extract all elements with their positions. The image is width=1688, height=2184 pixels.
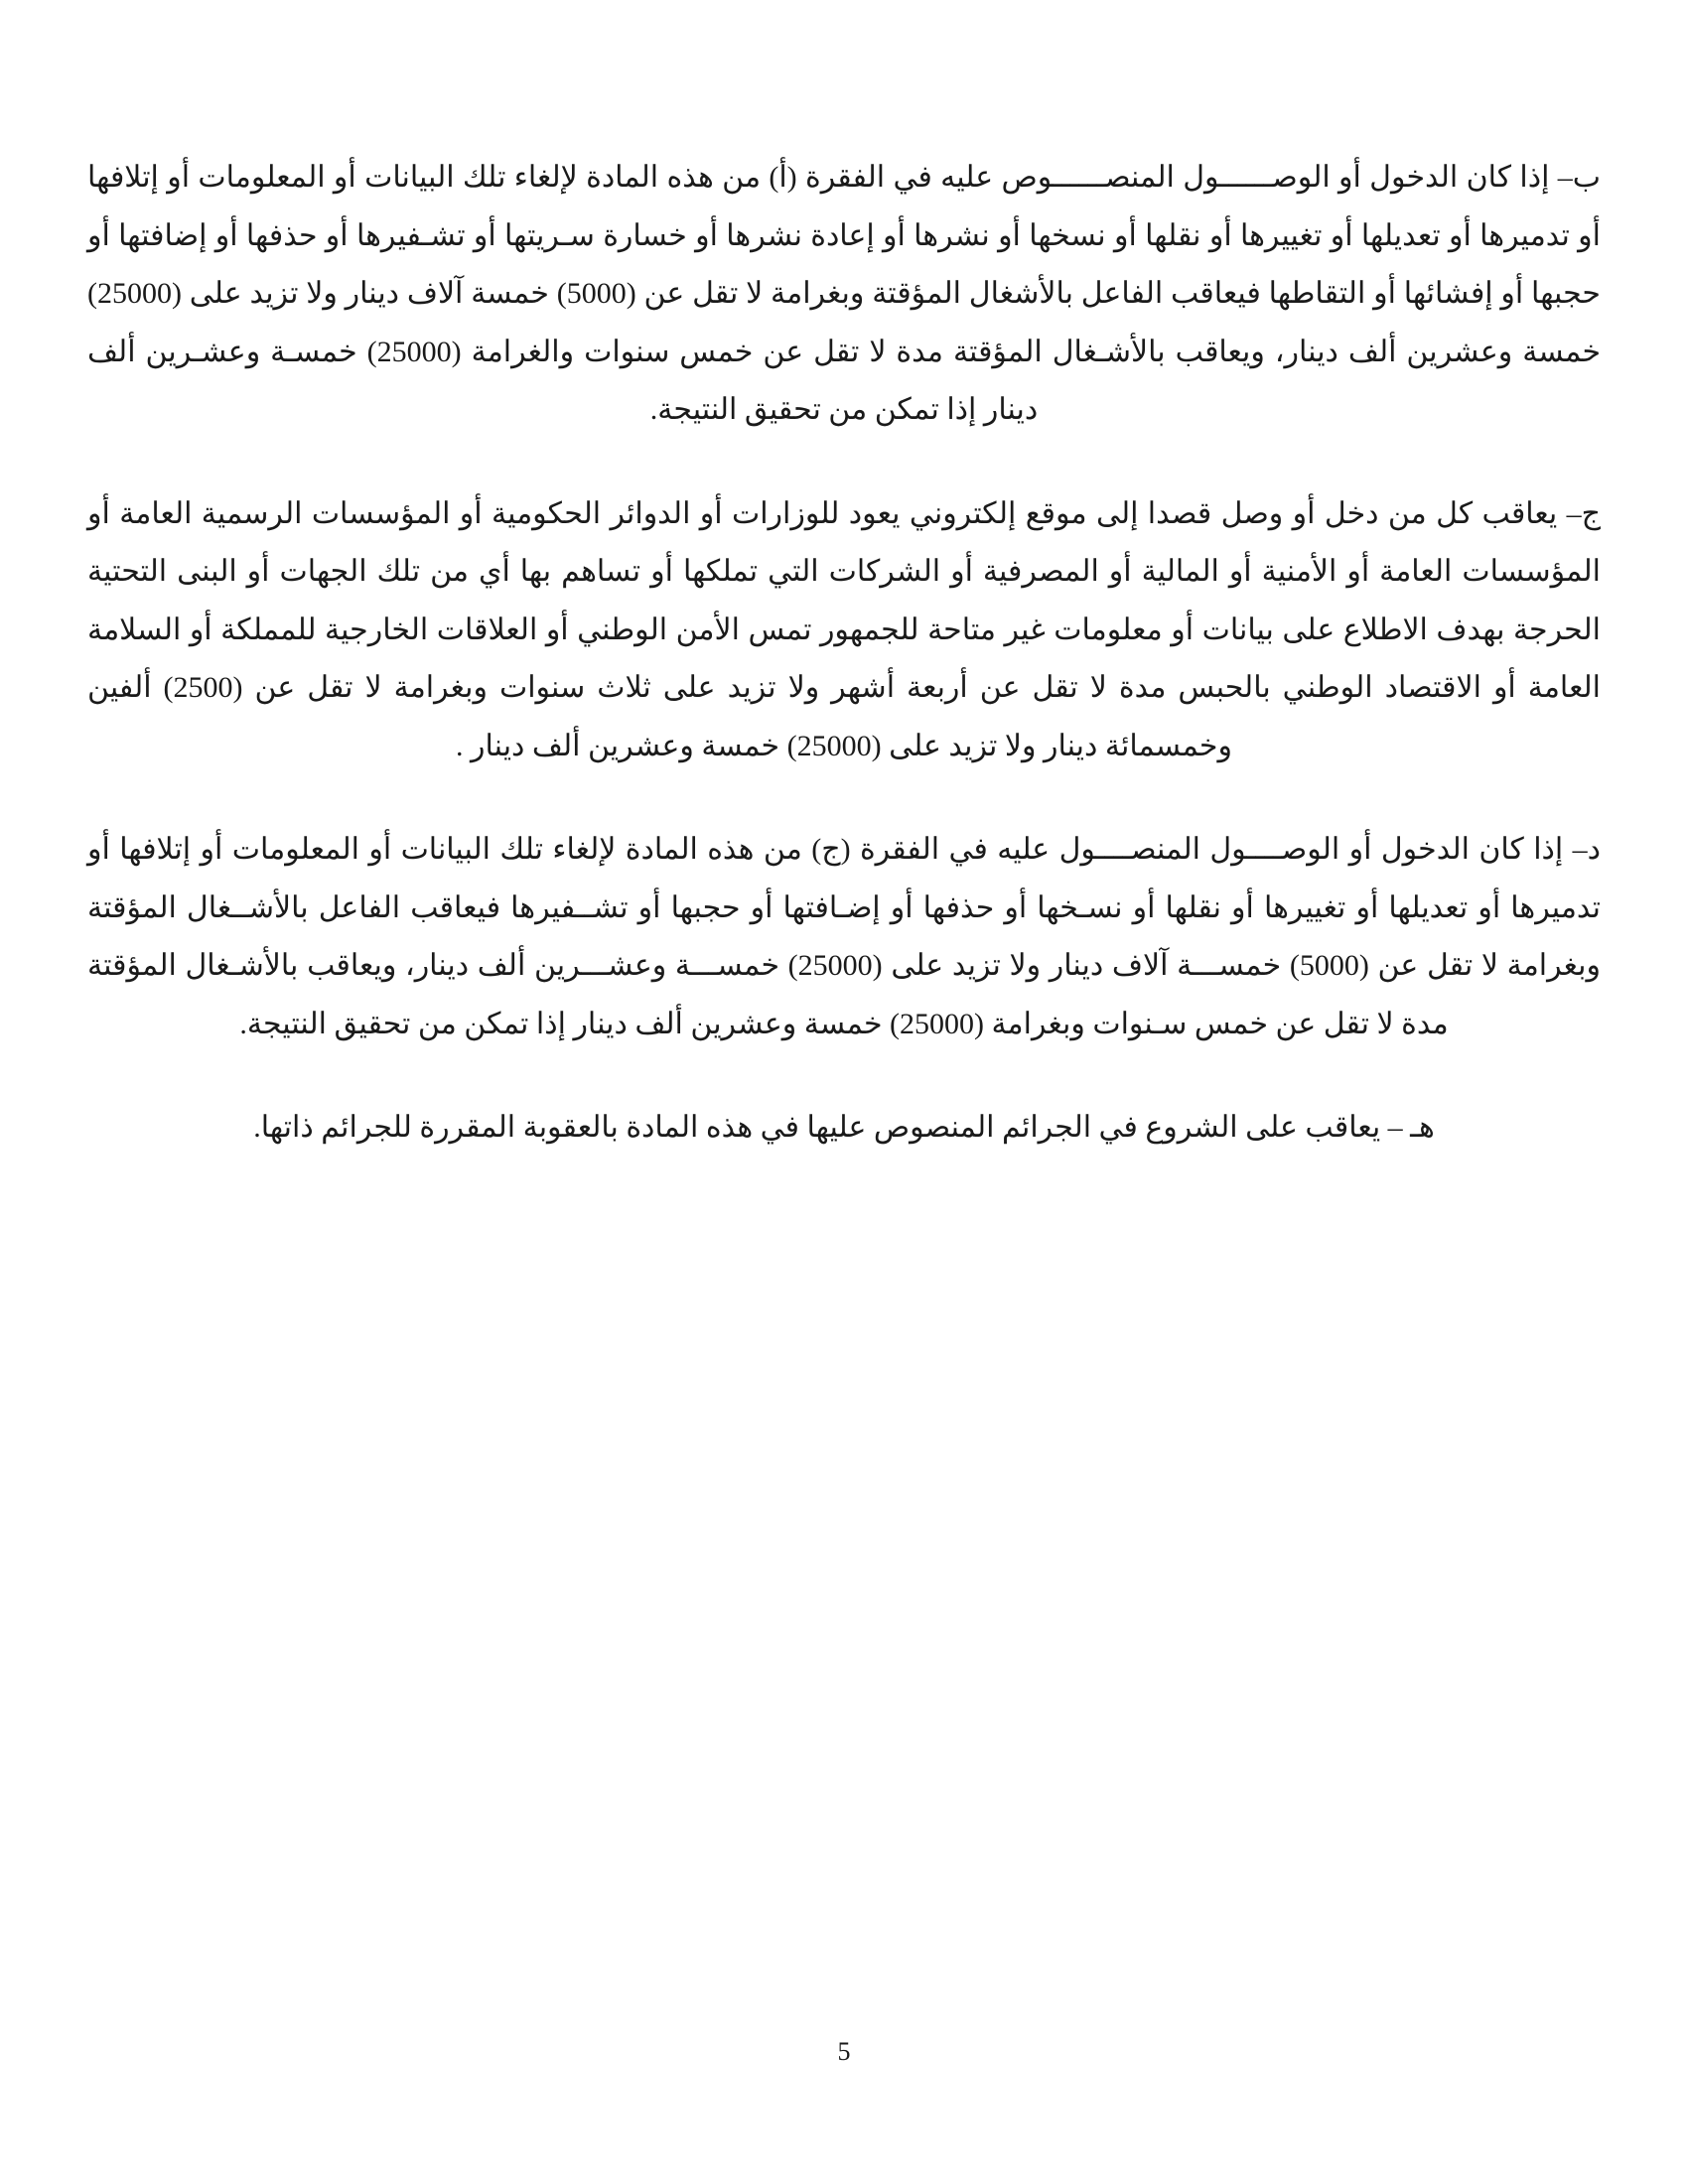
document-body: [87, 149, 1601, 1158]
paragraph-clause-j: ج– يعاقب كل من دخل أو وصل قصدا إلى موقع إلكتروني يعود للوزارات أو الدوائر الحكومية أو المؤسسات الرسمية العامة أو المؤسسات العامة أو الأمنية أو المالية أو المصرفية أو الشركات التي تملكها أو تساهم بها أي من تلك الجهات أو البنى التحتية الحرجة بهدف الاطلاع على بيانات أو معلومات غير متاحة للجمهور تمس الأمن الوطني أو العلاقات الخارجية للمملكة أو السلامة العامة أو الاقتصاد الوطني بالحبس مدة لا تقل عن أربعة أشهر ولا تزيد على ثلاث سنوات وبغرامة لا تقل عن (2500) ألفين وخمسمائة دينار ولا تزيد على (25000) خمسة وعشرين ألف دينار .: [87, 496, 1602, 762]
paragraph-clause-b: ب– إذا كان الدخول أو الوصــــــول المنصــــــوص عليه في الفقرة (أ) من هذه المادة لإلغاء تلك البيانات أو المعلومات أو إتلافها أو تدميرها أو تعديلها أو تغييرها أو نقلها أو نسخها أو نشرها أو إعادة نشرها أو خسارة سـريتها أو تشـفيرها أو حذفها أو إضافتها أو حجبها أو إفشائها أو التقاطها فيعاقب الفاعل بالأشغال المؤقتة وبغرامة لا تقل عن (5000) خمسة آلاف دينار ولا تزيد على (25000) خمسة وعشرين ألف دينار، ويعاقب بالأشـغال المؤقتة مدة لا تقل عن خمس سنوات والغرامة (25000) خمسـة وعشـرين ألف دينار إذا تمكن من تحقيق النتيجة.: [87, 161, 1601, 426]
paragraph-clause-d: د– إذا كان الدخول أو الوصــــول المنصــــول عليه في الفقرة (ج) من هذه المادة لإلغاء تلك البيانات أو المعلومات أو إتلافها أو تدميرها أو تعديلها أو تغييرها أو نقلها أو نسـخها أو حذفها أو إضـافتها أو حجبها أو تشــفيرها فيعاقب الفاعل بالأشــغال المؤقتة وبغرامة لا تقل عن (5000) خمســـة آلاف دينار ولا تزيد على (25000) خمســـة وعشـــرين ألف دينار، ويعاقب بالأشـغال المؤقتة مدة لا تقل عن خمس سـنوات وبغرامة (25000) خمسة وعشرين ألف دينار إذا تمكن من تحقيق النتيجة.: [87, 833, 1601, 1040]
paragraph-clause-h: هـ – يعاقب على الشروع في الجرائم المنصوص عليها في هذه المادة بالعقوبة المقررة للجرائم ذاتها.: [253, 1111, 1435, 1144]
page-number: 5: [837, 2037, 851, 2066]
